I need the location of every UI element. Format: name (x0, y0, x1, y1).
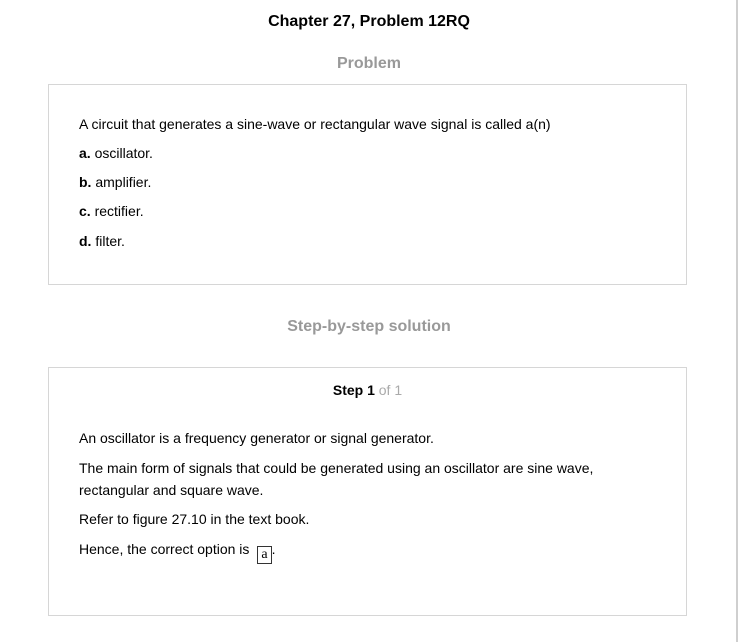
option-d (79, 231, 125, 251)
problem-heading: Problem (336, 55, 401, 72)
solution-paragraph: The main form of signals that could be generated using an oscillator are sine wave, rectangular and square wave. (79, 460, 594, 498)
question-text: A circuit that generates a sine-wave or rectangular wave signal is called a(n) (79, 116, 551, 132)
solution-card (48, 367, 687, 616)
option-d-text: filter. (95, 233, 125, 249)
option-d-letter: d. (79, 233, 92, 249)
solution-heading: Step-by-step solution (287, 318, 451, 335)
option-a-text: oscillator. (94, 145, 153, 161)
option-a-letter: a. (79, 145, 91, 161)
answer-box: a (257, 546, 271, 564)
step-header (49, 381, 686, 399)
option-c (79, 201, 144, 221)
option-b-letter: b. (79, 174, 92, 190)
option-c-letter: c. (79, 203, 91, 219)
step-label: Step 1 (332, 382, 375, 398)
option-b-text: amplifier. (95, 174, 152, 190)
option-a (79, 143, 153, 163)
solution-paragraph: An oscillator is a frequency generator or signal generator. (79, 430, 434, 446)
step-count: of 1 (378, 382, 403, 398)
conclusion-period: . (271, 541, 276, 557)
conclusion-text: Hence, the correct option is (79, 541, 250, 557)
option-c-text: rectifier. (94, 203, 144, 219)
conclusion-line (79, 538, 656, 564)
chapter-title: Chapter 27, Problem 12RQ (268, 13, 470, 30)
problem-card (48, 84, 687, 285)
option-b (79, 172, 151, 192)
solution-paragraph: Refer to figure 27.10 in the text book. (79, 511, 310, 527)
